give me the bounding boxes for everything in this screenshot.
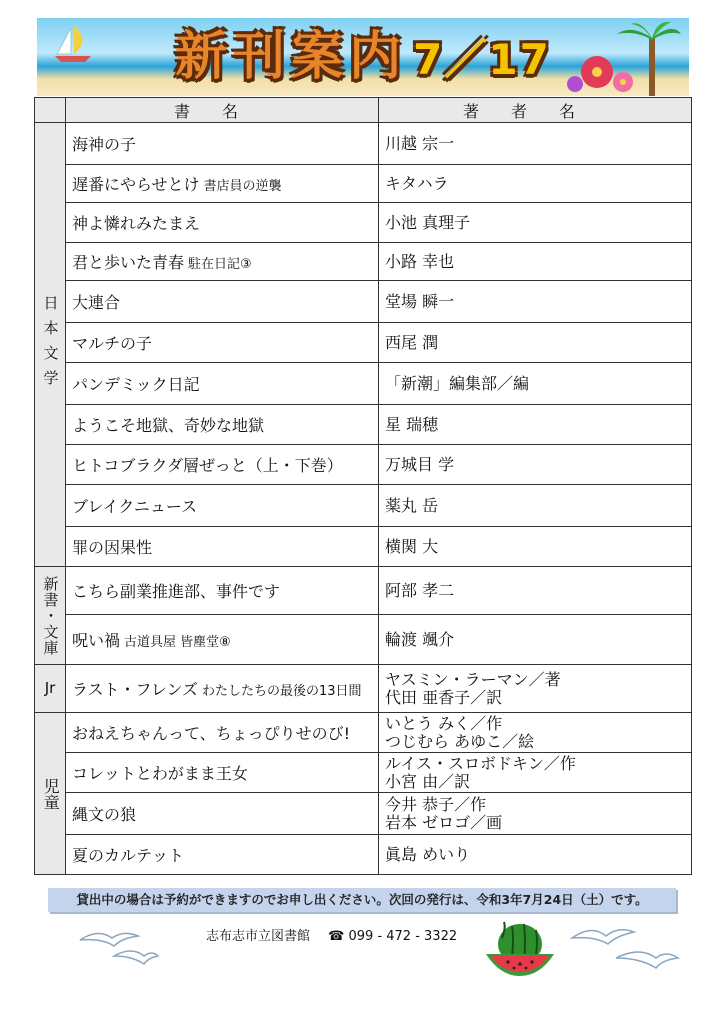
table-row <box>35 363 692 405</box>
book-title: 大連合 <box>66 281 379 323</box>
book-author: 川越 宗一 <box>379 123 692 165</box>
book-author: ルイス・スロボドキン／作 小宮 由／訳 <box>379 753 692 793</box>
book-title: 海神の子 <box>66 123 379 165</box>
book-title: パンデミック日記 <box>66 363 379 405</box>
phone-number: 099 - 472 - 3322 <box>348 929 458 944</box>
book-subtitle: 駐在日記③ <box>188 257 252 272</box>
book-author: 小路 幸也 <box>379 243 692 281</box>
table-row <box>35 527 692 567</box>
table-row <box>35 165 692 203</box>
category-cell <box>35 665 66 713</box>
book-author: 眞島 めいり <box>379 835 692 875</box>
new-books-table <box>34 97 692 875</box>
category-label: 日本文学 <box>41 294 60 395</box>
category-cell <box>35 123 66 567</box>
header-author: 著者名 <box>379 98 692 123</box>
book-subtitle: 古道具屋 皆塵堂⑧ <box>124 635 231 650</box>
book-title: 神よ憐れみたまえ <box>66 203 379 243</box>
title-text: 新刊案内 <box>175 27 408 87</box>
table-row <box>35 835 692 875</box>
table-row <box>35 665 692 713</box>
table-row <box>35 793 692 835</box>
book-author: 星 瑞穂 <box>379 405 692 445</box>
library-name: 志布志市立図書館 <box>206 929 311 944</box>
book-author: 輪渡 颯介 <box>379 615 692 665</box>
book-title: 罪の因果性 <box>66 527 379 567</box>
header-book-title: 書名 <box>66 98 379 123</box>
book-author: 「新潮」編集部／編 <box>379 363 692 405</box>
notice-bar: 貸出中の場合は予約ができますのでお申し出ください。次回の発行は、令和3年7月24日（土）です。 <box>48 888 676 912</box>
watermelon-icon <box>480 918 560 978</box>
library-footer <box>206 925 457 944</box>
category-label: Jr <box>44 679 56 697</box>
table-header-row <box>35 98 692 123</box>
book-author: 西尾 潤 <box>379 323 692 363</box>
table-row <box>35 445 692 485</box>
table-row <box>35 615 692 665</box>
palm-tree-icon <box>561 20 681 96</box>
issue-date: 7／17 <box>413 35 551 84</box>
table-row <box>35 713 692 753</box>
book-author: 堂場 瞬一 <box>379 281 692 323</box>
table-row <box>35 405 692 445</box>
book-author: ヤスミン・ラーマン／著 代田 亜香子／訳 <box>379 665 692 713</box>
book-title: 遅番にやらせとけ 書店員の逆襲 <box>66 165 379 203</box>
book-title: 夏のカルテット <box>66 835 379 875</box>
book-title: 縄文の狼 <box>66 793 379 835</box>
book-title: こちら副業推進部、事件です <box>66 567 379 615</box>
seagull-icon <box>570 914 680 980</box>
phone-icon: ☎ <box>328 929 345 944</box>
book-author: 今井 恭子／作 岩本 ゼロゴ／画 <box>379 793 692 835</box>
table-row <box>35 123 692 165</box>
book-author: 阿部 孝二 <box>379 567 692 615</box>
seagull-icon <box>78 926 160 974</box>
table-row <box>35 753 692 793</box>
hibiscus-icon <box>567 56 633 92</box>
book-author: 万城目 学 <box>379 445 692 485</box>
header-banner <box>37 18 689 96</box>
book-title: ラスト・フレンズ わたしたちの最後の13日間 <box>66 665 379 713</box>
book-subtitle: わたしたちの最後の13日間 <box>202 684 362 699</box>
table-row <box>35 485 692 527</box>
table-row <box>35 281 692 323</box>
book-title: ブレイクニュース <box>66 485 379 527</box>
book-author: 薬丸 岳 <box>379 485 692 527</box>
book-author: いとう みく／作 つじむら あゆこ／絵 <box>379 713 692 753</box>
table-row <box>35 203 692 243</box>
category-label: 新書・文庫 <box>41 575 60 656</box>
book-title: ようこそ地獄、奇妙な地獄 <box>66 405 379 445</box>
book-title: コレットとわがまま王女 <box>66 753 379 793</box>
book-title: マルチの子 <box>66 323 379 363</box>
category-cell <box>35 567 66 665</box>
table-row <box>35 323 692 363</box>
book-title: ヒトコブラクダ層ぜっと（上・下巻） <box>66 445 379 485</box>
book-author: キタハラ <box>379 165 692 203</box>
book-title: 君と歩いた青春 駐在日記③ <box>66 243 379 281</box>
book-title: おねえちゃんって、ちょっぴりせのび! <box>66 713 379 753</box>
table-row <box>35 243 692 281</box>
book-title: 呪い禍 古道具屋 皆塵堂⑧ <box>66 615 379 665</box>
book-author: 小池 真理子 <box>379 203 692 243</box>
table-row <box>35 567 692 615</box>
header-category-cell <box>35 98 66 123</box>
category-label: 児童 <box>41 777 61 810</box>
book-subtitle: 書店員の逆襲 <box>203 179 282 194</box>
category-cell <box>35 713 66 875</box>
book-author: 横関 大 <box>379 527 692 567</box>
